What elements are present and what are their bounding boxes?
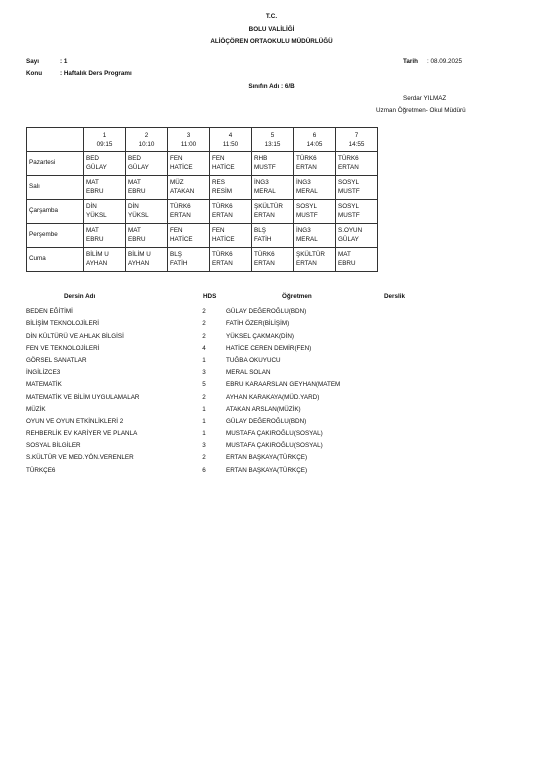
lesson-teacher: MUSTF [254,163,276,171]
course-row [26,369,516,381]
lesson-teacher: MUSTF [338,211,360,219]
period-number: 3 [186,131,191,139]
course-row [26,454,516,466]
konu-label: Konu [26,70,43,77]
lesson-cell [336,248,378,272]
course-teacher: ERTAN BAŞKAYA(TÜRKÇE) [226,454,308,462]
course-row [26,406,516,418]
lesson-code: DİN [86,203,97,210]
lesson-teacher: RESİM [212,187,232,195]
course-hds: 2 [202,454,206,462]
course-name: SOSYAL BİLGİLER [26,442,81,450]
course-row [26,357,516,369]
course-hds: 1 [202,405,206,413]
sayi-label: Sayı [26,58,39,65]
period-time: 14:05 [306,140,323,148]
course-name: FEN VE TEKNOLOJİLERİ [26,344,100,352]
course-hds: 2 [202,332,206,340]
lesson-cell [126,176,168,200]
lesson-code: BED [128,155,141,162]
lesson-teacher: MUSTF [338,187,360,195]
course-teacher: EBRU KARAARSLAN GEYHAN(MATEM [226,381,341,389]
lesson-teacher: GÜLAY [128,163,149,171]
course-list-header [26,293,516,305]
lesson-cell [210,200,252,224]
period-header-4 [210,128,252,152]
period-number: 7 [354,131,359,139]
lesson-cell [126,200,168,224]
day-name: Cuma [27,248,84,272]
course-hds: 6 [202,466,206,474]
lesson-cell [252,200,294,224]
period-header-1 [84,128,126,152]
course-row [26,394,516,406]
lesson-teacher: HATİCE [170,163,193,171]
lesson-teacher: EBRU [86,235,104,243]
tarih-value: : 08.09.2025 [427,58,463,65]
course-teacher: FATİH ÖZER(BİLİŞİM) [226,320,290,328]
lesson-cell [168,248,210,272]
header-hds: HDS [203,293,217,300]
lesson-teacher: EBRU [128,235,146,243]
lesson-cell [84,224,126,248]
principal-title: Uzman Öğretmen- Okul Müdürü [376,107,466,114]
course-row [26,308,516,320]
lesson-cell [168,200,210,224]
period-time: 13:15 [264,140,281,148]
course-teacher: MUSTAFA ÇAKIROĞLU(SOSYAL) [226,430,323,438]
lesson-cell [168,224,210,248]
header-school: ALİÖÇÖREN ORTAOKULU MÜDÜRLÜĞÜ [210,38,333,45]
sayi-value: : 1 [60,58,68,65]
lesson-code: MAT [128,227,141,234]
lesson-teacher: FATİH [254,235,272,243]
day-row [27,152,378,176]
lesson-code: İNG3 [254,179,269,186]
lesson-code: İNG3 [296,179,311,186]
lesson-cell [336,152,378,176]
day-name: Perşembe [27,224,84,248]
lesson-cell [252,224,294,248]
lesson-code: FEN [212,155,225,162]
lesson-teacher: ERTAN [254,259,275,267]
course-name: TÜRKÇE6 [26,466,56,474]
course-row [26,333,516,345]
class-label: Sınıfın Adı : 6/B [248,83,295,90]
lesson-cell [294,152,336,176]
course-row [26,430,516,442]
lesson-teacher: ERTAN [254,211,275,219]
lesson-teacher: HATİCE [212,163,235,171]
day-row [27,200,378,224]
lesson-cell [336,224,378,248]
lesson-teacher: EBRU [128,187,146,195]
course-hds: 3 [202,442,206,450]
lesson-cell [336,176,378,200]
course-name: MATEMATİK [26,381,62,389]
lesson-teacher: ERTAN [212,211,233,219]
period-header-3 [168,128,210,152]
lesson-teacher: MERAL [296,187,318,195]
lesson-teacher: YÜKSL [86,211,107,219]
course-hds: 5 [202,381,206,389]
header-course-name: Dersin Adı [64,293,96,300]
lesson-code: SOSYL [338,203,359,210]
period-time: 14:55 [348,140,365,148]
period-number: 2 [144,131,149,139]
period-number: 6 [312,131,317,139]
day-row [27,176,378,200]
day-row [27,248,378,272]
lesson-code: MÜZ [170,179,184,186]
course-hds: 3 [202,369,206,377]
course-name: GÖRSEL SANATLAR [26,356,87,364]
lesson-code: BLŞ [170,251,182,258]
course-hds: 2 [202,320,206,328]
course-name: MATEMATİK VE BİLİM UYGULAMALAR [26,393,140,401]
lesson-teacher: AYHAN [86,259,108,267]
course-hds: 2 [202,393,206,401]
period-header-6 [294,128,336,152]
lesson-code: TÜRK6 [212,203,233,210]
lesson-cell [168,152,210,176]
period-header-2 [126,128,168,152]
lesson-teacher: HATİCE [170,235,193,243]
lesson-cell [126,224,168,248]
konu-value: : Haftalık Ders Programı [60,70,132,77]
lesson-code: SOSYL [296,203,317,210]
course-hds: 2 [202,308,206,316]
course-row [26,418,516,430]
lesson-teacher: ERTAN [338,163,359,171]
lesson-cell [126,152,168,176]
day-name: Salı [27,176,84,200]
lesson-teacher: ERTAN [170,211,191,219]
period-header-7 [336,128,378,152]
lesson-code: TÜRK6 [338,155,359,162]
lesson-cell [84,200,126,224]
period-header-5 [252,128,294,152]
lesson-cell [210,152,252,176]
course-list [26,293,516,479]
lesson-code: MAT [86,179,99,186]
course-row [26,345,516,357]
lesson-teacher: HATİCE [212,235,235,243]
period-time: 11:00 [180,140,197,148]
course-teacher: YÜKSEL ÇAKMAK(DİN) [226,332,294,340]
course-row [26,381,516,393]
lesson-code: TÜRK6 [212,251,233,258]
course-hds: 1 [202,417,206,425]
lesson-cell [294,224,336,248]
lesson-code: RHB [254,155,268,162]
lesson-code: MAT [338,251,351,258]
lesson-cell [84,248,126,272]
course-teacher: TUĞBA OKUYUCU [226,356,281,364]
corner-cell [27,128,84,152]
lesson-code: ŞKÜLTÜR [254,203,283,210]
lesson-teacher: MERAL [254,187,276,195]
lesson-cell [84,176,126,200]
lesson-cell [210,224,252,248]
course-hds: 1 [202,430,206,438]
lesson-code: BİLİM U [86,251,109,258]
lesson-cell [210,248,252,272]
lesson-code: BLŞ [254,227,266,234]
course-name: BİLİŞİM TEKNOLOJİLERİ [26,320,100,328]
course-teacher: GÜLAY DEĞEROĞLU(BDN) [226,308,307,316]
principal-name: Serdar YILMAZ [403,95,447,102]
day-name: Pazartesi [27,152,84,176]
lesson-cell [336,200,378,224]
lesson-code: TÜRK6 [170,203,191,210]
course-name: İNGİLİZCE3 [26,369,61,377]
course-row [26,467,516,479]
lesson-teacher: AYHAN [128,259,150,267]
lesson-cell [294,248,336,272]
course-teacher: ATAKAN ARSLAN(MÜZİK) [226,405,301,413]
course-name: DİN KÜLTÜRÜ VE AHLAK BİLGİSİ [26,332,124,340]
course-name: REHBERLİK EV KARİYER VE PLANLA [26,430,138,438]
lesson-code: SOSYL [338,179,359,186]
course-name: MÜZİK [26,405,46,413]
lesson-code: BİLİM U [128,251,151,258]
lesson-code: TÜRK6 [254,251,275,258]
period-header-row [27,128,378,152]
period-time: 11:50 [222,140,239,148]
course-name: S.KÜLTÜR VE MED.YÖN.VERENLER [26,454,134,462]
lesson-teacher: ERTAN [296,259,317,267]
lesson-teacher: EBRU [86,187,104,195]
course-teacher: MERAL SOLAN [226,369,271,377]
lesson-code: S.OYUN [338,227,363,234]
day-name: Çarşamba [27,200,84,224]
lesson-cell [126,248,168,272]
lesson-teacher: YÜKSL [128,211,149,219]
lesson-code: İNG3 [296,227,311,234]
tarih-label: Tarih [403,58,418,65]
lesson-code: BED [86,155,99,162]
lesson-teacher: ATAKAN [170,187,195,195]
lesson-teacher: GÜLAY [86,163,107,171]
period-time: 10:10 [138,140,155,148]
lesson-cell [84,152,126,176]
period-number: 5 [270,131,275,139]
period-number: 4 [228,131,233,139]
course-row [26,442,516,454]
lesson-teacher: ERTAN [212,259,233,267]
lesson-code: FEN [212,227,225,234]
lesson-cell [168,176,210,200]
weekly-schedule-table [26,127,378,272]
day-row [27,224,378,248]
lesson-code: DİN [128,203,139,210]
lesson-code: FEN [170,155,183,162]
period-number: 1 [102,131,107,139]
course-teacher: MUSTAFA ÇAKIROĞLU(SOSYAL) [226,442,323,450]
lesson-teacher: ERTAN [296,163,317,171]
lesson-code: RES [212,179,225,186]
course-name: OYUN VE OYUN ETKİNLİKLERİ 2 [26,417,124,425]
course-teacher: AYHAN KARAKAYA(MÜD.YARD) [226,393,320,401]
course-name: BEDEN EĞİTİMİ [26,308,73,316]
lesson-teacher: MUSTF [296,211,318,219]
course-row [26,320,516,332]
course-teacher: GÜLAY DEĞEROĞLU(BDN) [226,417,307,425]
header-tc: T.C. [265,13,278,20]
lesson-cell [252,248,294,272]
lesson-teacher: GÜLAY [338,235,359,243]
period-time: 09:15 [96,140,113,148]
lesson-cell [294,200,336,224]
course-hds: 1 [202,356,206,364]
lesson-code: TÜRK6 [296,155,317,162]
lesson-cell [294,176,336,200]
lesson-code: MAT [128,179,141,186]
header-governorship: BOLU VALİLİĞİ [248,26,295,33]
lesson-cell [210,176,252,200]
lesson-code: MAT [86,227,99,234]
lesson-cell [252,176,294,200]
course-hds: 4 [202,344,206,352]
header-room: Derslik [384,293,406,300]
course-teacher: HATİCE CEREN DEMİR(FEN) [226,344,312,352]
course-teacher: ERTAN BAŞKAYA(TÜRKÇE) [226,466,308,474]
header-teacher: Öğretmen [282,293,312,300]
lesson-teacher: EBRU [338,259,356,267]
lesson-code: ŞKÜLTÜR [296,251,325,258]
lesson-cell [252,152,294,176]
lesson-teacher: FATİH [170,259,188,267]
lesson-code: FEN [170,227,183,234]
lesson-teacher: MERAL [296,235,318,243]
